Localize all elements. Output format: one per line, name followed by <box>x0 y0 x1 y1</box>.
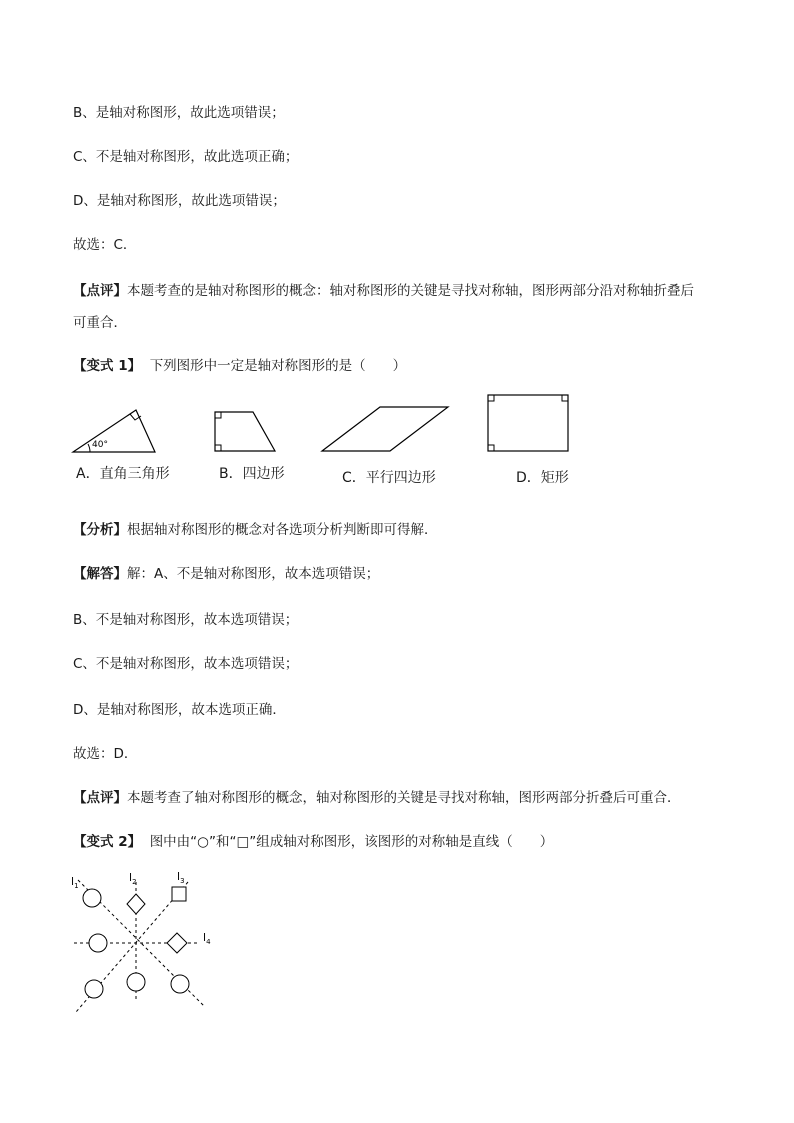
text-answer-c: 故选：C． <box>73 237 137 253</box>
text-line-d: D、是轴对称图形，故此选项错误； <box>73 193 286 209</box>
circle-bottom-left <box>85 980 103 998</box>
variant-2-text: 图中由“○”和“□”组成轴对称图形，该图形的对称轴是直线（ ） <box>149 834 554 850</box>
right-angle-mark-trapezoid-bottom <box>215 445 221 451</box>
shapes-figure <box>70 392 580 458</box>
right-angle-mark-rect-tr <box>562 395 568 401</box>
comment-text: 本题考查的是轴对称图形的概念：轴对称图形的关键是寻找对称轴，图形两部分沿对称轴折叠后 <box>127 283 694 299</box>
option-a: A．直角三角形 <box>76 466 170 482</box>
parallelogram-shape <box>322 407 448 451</box>
circle-left <box>89 934 107 952</box>
solution-text: 解：A、不是轴对称图形，故本选项错误； <box>127 566 380 582</box>
solution-line-4: D、是轴对称图形，故本选项正确． <box>73 702 286 718</box>
circle-top-left <box>83 889 101 907</box>
solution-line-1 <box>73 564 379 584</box>
text-line-c: C、不是轴对称图形，故此选项正确； <box>73 149 299 165</box>
trapezoid-shape <box>215 412 275 451</box>
right-angle-mark-trapezoid <box>215 412 221 418</box>
comment-tag: 【点评】 <box>73 283 127 299</box>
circle-bottom-right <box>171 975 189 993</box>
option-c: C．平行四边形 <box>342 470 436 486</box>
option-d: D．矩形 <box>516 470 569 486</box>
diamond-right <box>167 933 187 953</box>
circle-bottom <box>127 973 145 991</box>
right-angle-mark-rect-tl <box>488 395 494 401</box>
label-l3: $l_3$ <box>177 870 185 885</box>
text-line-b: B、是轴对称图形，故此选项错误； <box>73 105 285 121</box>
comment-2-line <box>73 788 681 808</box>
right-triangle-shape <box>73 410 155 452</box>
rectangle-shape <box>488 395 568 451</box>
variant-1-text: 下列图形中一定是轴对称图形的是（ ） <box>149 358 407 374</box>
variant-2-question <box>73 832 553 852</box>
angle-label: 40° <box>92 440 108 450</box>
solution-line-2: B、不是轴对称图形，故本选项错误； <box>73 612 299 628</box>
comment-line-1 <box>73 281 694 301</box>
comment-2-tag: 【点评】 <box>73 790 127 806</box>
variant-2-tag: 【变式 2】 <box>73 834 142 850</box>
label-l4: $l_4$ <box>203 931 211 946</box>
analysis-line <box>73 520 438 540</box>
square-top-right <box>172 887 186 901</box>
solution-line-3: C、不是轴对称图形，故本选项错误； <box>73 656 299 672</box>
variant-1-tag: 【变式 1】 <box>73 358 142 374</box>
solution-tag: 【解答】 <box>73 566 127 582</box>
label-l1: $l_1$ <box>71 875 79 890</box>
angle-arc <box>88 444 90 452</box>
right-angle-mark-rect-bl <box>488 445 494 451</box>
solution-answer: 故选：D． <box>73 746 138 762</box>
label-l2: $l_2$ <box>129 871 137 886</box>
option-b: B．四边形 <box>219 466 285 482</box>
diamond-top <box>127 894 145 914</box>
symmetry-figure <box>66 868 226 1018</box>
right-angle-mark-triangle <box>130 414 141 420</box>
analysis-tag: 【分析】 <box>73 522 127 538</box>
comment-2-text: 本题考查了轴对称图形的概念，轴对称图形的关键是寻找对称轴，图形两部分折叠后可重合． <box>127 790 681 806</box>
comment-line-2: 可重合． <box>73 315 127 331</box>
analysis-text: 根据轴对称图形的概念对各选项分析判断即可得解． <box>127 522 438 538</box>
variant-1-question <box>73 356 406 376</box>
